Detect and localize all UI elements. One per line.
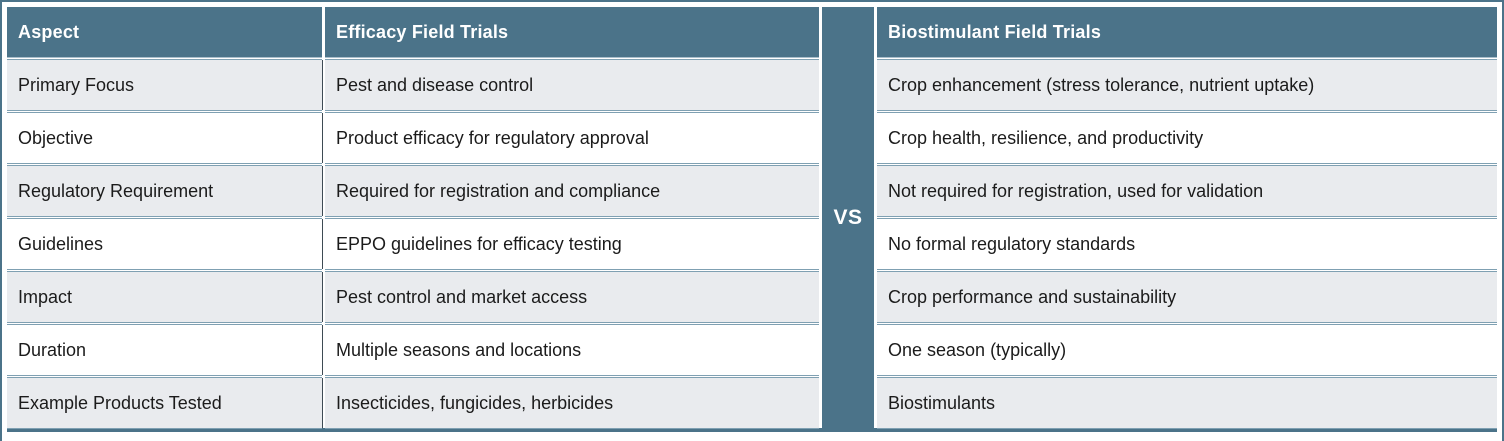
vs-label: VS — [833, 205, 863, 229]
row-guidelines-biostimulant: No formal regulatory standards — [877, 219, 1497, 269]
vs-divider-bar — [822, 7, 874, 428]
row-objective-aspect: Objective — [7, 113, 322, 163]
row-primary-focus-aspect: Primary Focus — [7, 60, 322, 110]
row-regulatory-requirement-efficacy: Required for registration and compliance — [325, 166, 819, 216]
row-example-products-aspect: Example Products Tested — [7, 378, 322, 428]
row-regulatory-requirement-biostimulant: Not required for registration, used for validation — [877, 166, 1497, 216]
comparison-grid — [7, 7, 1497, 428]
row-objective-biostimulant: Crop health, resilience, and productivity — [877, 113, 1497, 163]
header-biostimulant-field-trials: Biostimulant Field Trials — [877, 7, 1497, 57]
row-duration-efficacy: Multiple seasons and locations — [325, 325, 819, 375]
row-regulatory-requirement-aspect: Regulatory Requirement — [7, 166, 322, 216]
row-guidelines-efficacy: EPPO guidelines for efficacy testing — [325, 219, 819, 269]
row-impact-aspect: Impact — [7, 272, 322, 322]
row-primary-focus-biostimulant: Crop enhancement (stress tolerance, nutrient uptake) — [877, 60, 1497, 110]
row-example-products-biostimulant: Biostimulants — [877, 378, 1497, 428]
header-efficacy-field-trials: Efficacy Field Trials — [325, 7, 819, 57]
row-impact-efficacy: Pest control and market access — [325, 272, 819, 322]
row-example-products-efficacy: Insecticides, fungicides, herbicides — [325, 378, 819, 428]
table-bottom-rule — [7, 428, 1497, 432]
row-duration-biostimulant: One season (typically) — [877, 325, 1497, 375]
row-objective-efficacy: Product efficacy for regulatory approval — [325, 113, 819, 163]
row-guidelines-aspect: Guidelines — [7, 219, 322, 269]
header-aspect: Aspect — [7, 7, 322, 57]
row-primary-focus-efficacy: Pest and disease control — [325, 60, 819, 110]
row-duration-aspect: Duration — [7, 325, 322, 375]
row-impact-biostimulant: Crop performance and sustainability — [877, 272, 1497, 322]
